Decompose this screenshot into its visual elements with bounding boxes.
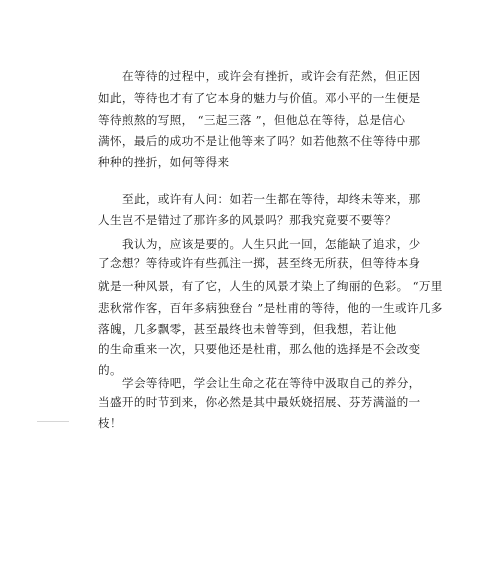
paragraph-4-line-3: 枝！ [98, 416, 122, 430]
paragraph-1-line-4: 满怀，最后的成功不是让他等来了吗？如若他熬不住等待中那 [98, 134, 421, 148]
paragraph-1-line-3: 等待煎熬的写照， “三起三落 ”，但他总在等待，总是信心 [98, 113, 406, 127]
paragraph-1-line-1: 在等待的过程中，或许会有挫折，或许会有茫然，但正因 [122, 69, 421, 83]
paragraph-3-line-1: 我认为，应该是要的。人生只此一回，怎能缺了追求，少 [122, 237, 421, 251]
paragraph-3-line-7: 的。 [98, 363, 122, 377]
paragraph-3-line-3: 就是一种风景，有了它，人生的风景才染上了绚丽的色彩。 “万里 [98, 279, 443, 293]
paragraph-2-line-2: 人生岂不是错过了那许多的风景吗？那我究竟要不要等？ [98, 213, 397, 227]
paragraph-2-line-1: 至此，或许有人问：如若一生都在等待，却终未等来，那 [122, 192, 421, 206]
paragraph-3-line-6: 的生命重来一次，只要他还是杜甫，那么他的选择是不会改变 [98, 342, 421, 356]
paragraph-1-line-5: 种种的挫折，如何等得来 [98, 155, 230, 169]
paragraph-3-line-4: 悲秋常作客，百年多病独登台 ”是杜甫的等待，他的一生或许几多 [98, 301, 443, 315]
paragraph-3-line-2: 了念想？等待或许有些孤注一掷，甚至终无所获，但等待本身 [98, 256, 421, 270]
page-divider [37, 421, 69, 422]
paragraph-4-line-2: 当盛开的时节到来，你必然是其中最妖娆招展、芬芳满溢的一 [98, 395, 421, 409]
paragraph-3-line-5: 落魄，几多飘零，甚至最终也未曾等到，但我想，若让他 [98, 322, 397, 336]
paragraph-4-line-1: 学会等待吧，学会让生命之花在等待中汲取自己的养分， [122, 376, 421, 390]
paragraph-1-line-2: 如此，等待也才有了它本身的魅力与价值。邓小平的一生便是 [98, 91, 421, 105]
